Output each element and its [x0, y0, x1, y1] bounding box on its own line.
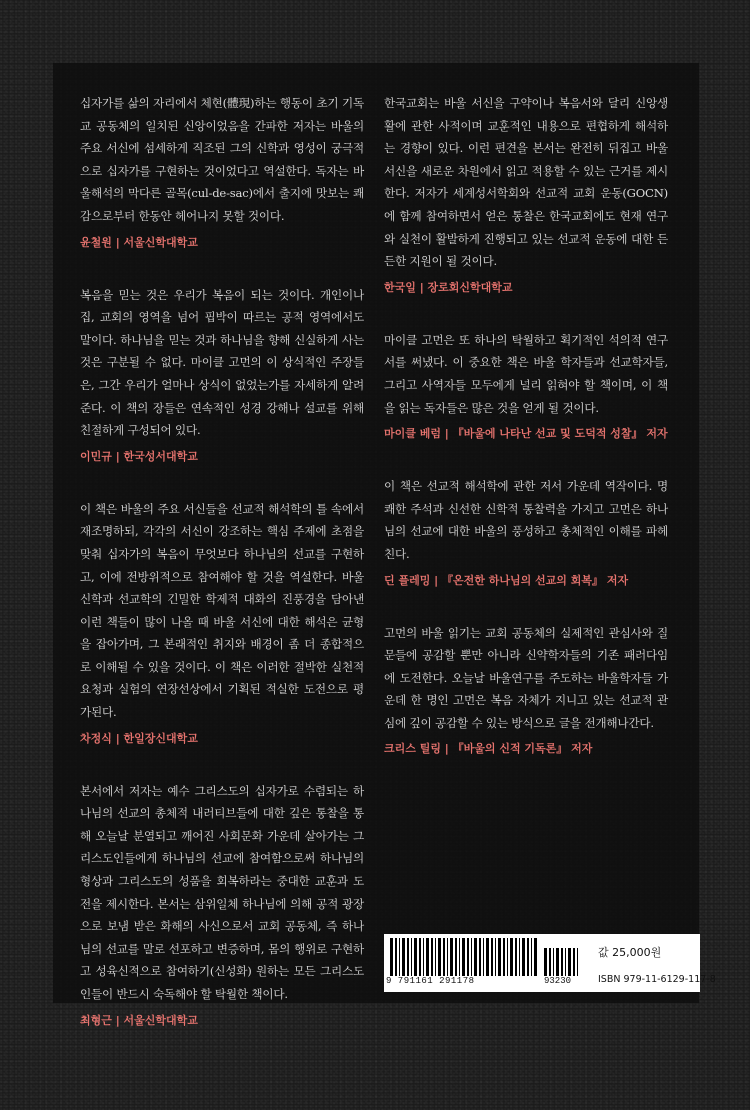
price: 값 25,000원 [598, 946, 662, 959]
left-column [80, 92, 364, 1062]
endorsement-text: 본서에서 저자는 예수 그리스도의 십자가로 수렴되는 하나님의 선교의 총체적 내러티브들에 대한 깊은 통찰을 통해 오늘날 분열되고 깨어진 사회문화 가운데 살아가는 그리스도인들에게 하나님의 선교에 참여함으로써 하나님의 형상과 그리스도의 성품을 회복하라는 중대한 교훈과 도전을 제시한다. 본서는 삼위일체 하나님에 의해 공적 광장으로 보냄 받은 화해의 사신으로서 교회 공동체, 즉 하나님의 선교를 말로 선포하고 변증하며, 몸의 행위로 구현하고 성육신적으로 참여하기(신성화) 원하는 모든 그리스도인들이 반드시 숙독해야 할 탁월한 책이다. [80, 783, 364, 1001]
endorsement [80, 498, 364, 748]
endorsement-text: 한국교회는 바울 서신을 구약이나 복음서와 달리 신앙생활에 관한 사적이며 교훈적인 내용으로 편협하게 해석하는 경향이 있다. 이런 편견을 본서는 완전히 뒤집고 바울 서신을 새로운 차원에서 읽고 적용할 수 있는 근거를 제시한다. 저자가 세계성서학회와 선교적 교회 운동(GOCN)에 함께 참여하면서 얻은 통찰은 한국교회에도 현재 연구와 실천이 활발하게 진행되고 있는 선교적 운동에 대한 든든한 지원이 될 것이다. [384, 96, 668, 269]
isbn: ISBN 979-11-6129-117-8 [598, 974, 716, 985]
endorsement-signature: 딘 플레밍 | 『온전한 하나님의 선교의 회복』 저자 [384, 573, 629, 587]
endorsement [80, 92, 364, 252]
endorsement [384, 475, 668, 589]
endorsement-text: 십자가를 삶의 자리에서 체현(體現)하는 행동이 초기 기독교 공동체의 일치된 신앙이었음을 간파한 저자는 바울의 주요 서신에 섬세하게 직조된 그의 신학과 영성이 궁극적으로 십자가를 구현하는 것이었다고 역설한다. 독자는 바울해석의 막다른 골목(cul-de-sac)에서 출지에 맛보는 쾌감으로부터 한동안 헤어나지 못할 것이다. [80, 96, 364, 223]
right-column [384, 92, 668, 790]
endorsement [80, 284, 364, 466]
endorsement [384, 622, 668, 759]
barcode-addon-icon [542, 948, 582, 976]
barcode-addon-number: 93230 [544, 976, 572, 986]
endorsement-text: 이 책은 바울의 주요 서신들을 선교적 해석학의 틀 속에서 재조명하되, 각각의 서신이 강조하는 핵심 주제에 초점을 맞춰 십자가의 복음이 무엇보다 하나님의 선교를 구현하고, 이에 전방위적으로 참여해야 할 것을 역설한다. 바울신학과 선교학의 긴밀한 학제적 대화의 진풍경을 담아낸 이런 책들이 많이 나올 때 바울 서신에 대한 해석은 균형을 잡아가며, 그 본래적인 취지와 배경이 좀 더 종합적으로 이해될 수 있을 것이다. 이 책은 이러한 절박한 실천적 요청과 실험의 연장선상에서 기획된 적실한 도전으로 평가된다. [80, 501, 364, 720]
endorsement-signature: 이민규 | 한국성서대학교 [80, 449, 198, 463]
endorsement-signature: 한국일 | 장로회신학대학교 [384, 280, 513, 294]
endorsement-signature: 윤철원 | 서울신학대학교 [80, 235, 198, 249]
endorsement-signature: 크리스 틸링 | 『바울의 신적 기독론』 저자 [384, 742, 593, 756]
endorsement [384, 92, 668, 297]
barcode-number: 9 791161 291178 [386, 976, 475, 986]
endorsement-text: 마이클 고먼은 또 하나의 탁월하고 획기적인 석의적 연구서를 써냈다. 이 중요한 책은 바울 학자들과 선교학자들, 그리고 사역자들 모두에게 널리 읽혀야 할 책이며, 이 책을 읽는 독자들은 많은 것을 얻게 될 것이다. [384, 332, 668, 415]
isbn-barcode-box [384, 934, 716, 992]
endorsement-text: 이 책은 선교적 해석학에 관한 저서 가운데 역작이다. 명쾌한 주석과 신선한 신학적 통찰력을 가지고 고먼은 하나님의 선교에 대한 바울의 풍성하고 총체적인 이해를 파헤친다. [384, 479, 668, 561]
endorsement-signature: 차정식 | 한일장신대학교 [80, 731, 198, 745]
endorsement [80, 780, 364, 1030]
endorsement-signature: 최형근 | 서울신학대학교 [80, 1013, 198, 1027]
endorsement [384, 329, 668, 443]
endorsement-text: 고먼의 바울 읽기는 교회 공동체의 실제적인 관심사와 질문들에 공감할 뿐만 아니라 신약학자들의 기존 패러다임에 도전한다. 오늘날 바울연구를 주도하는 바울학자들 가운데 한 명인 고먼은 복음 자체가 지니고 있는 선교적 관심에 깊이 공감할 수 있는 방식으로 글을 전개해나간다. [384, 625, 668, 730]
endorsement-signature: 마이클 베럼 | 『바울에 나타난 선교 및 도덕적 성찰』 저자 [384, 427, 668, 441]
barcode-icon [388, 938, 540, 976]
endorsement-text: 복음을 믿는 것은 우리가 복음이 되는 것이다. 개인이나 집, 교회의 영역을 넘어 핍박이 따르는 공적 영역에서도 말이다. 하나님을 믿는 것과 하나님을 향해 신실하게 사는 것은 구분될 수 없다. 마이클 고먼의 이 상식적인 주장들은, 그간 우리가 얼마나 상식이 없었는가를 자세하게 알려준다. 이 책의 장들은 연속적인 성경 강해나 설교를 위해 친절하게 구성되어 있다. [80, 287, 364, 438]
